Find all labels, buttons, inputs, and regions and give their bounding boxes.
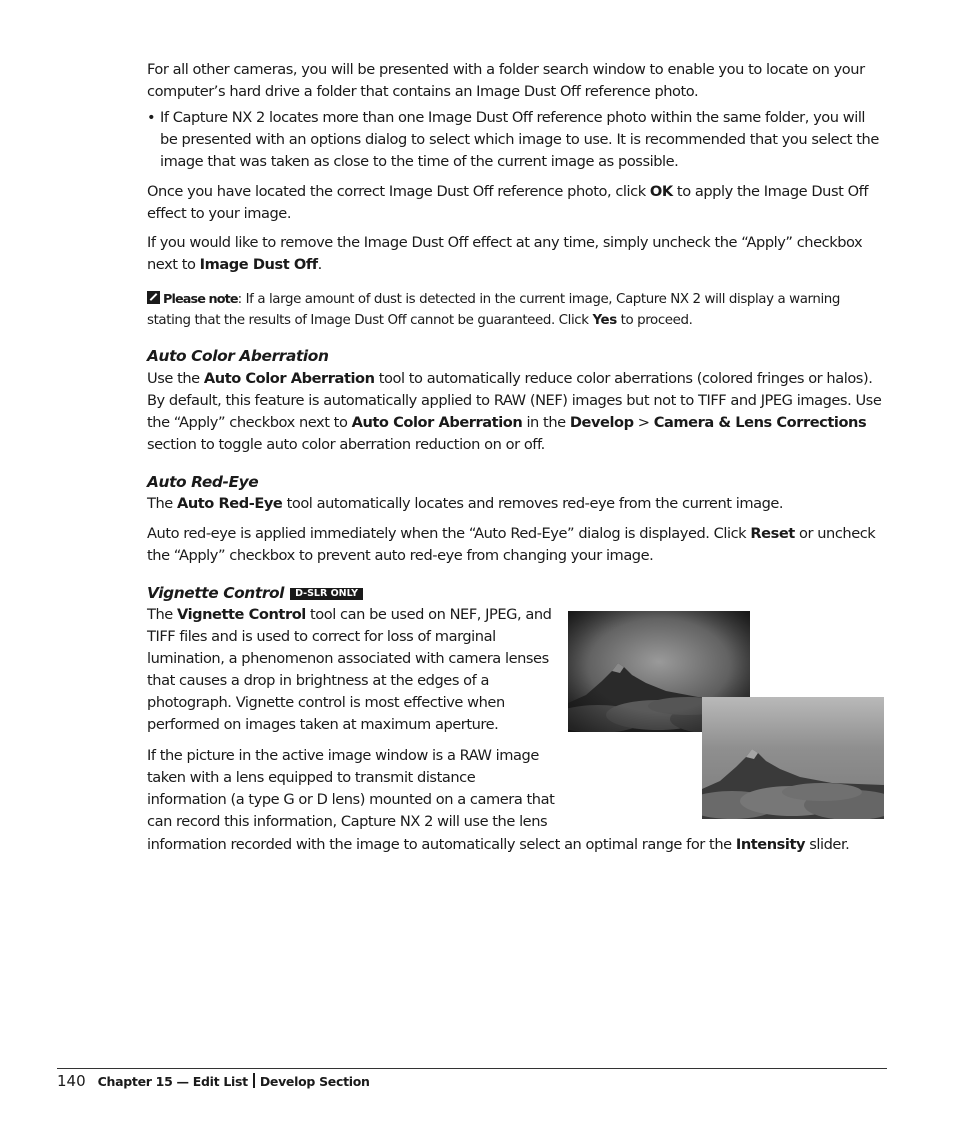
pencil-icon [147, 291, 160, 304]
heading-vignette-control [147, 583, 363, 603]
heading-auto-red-eye: Auto Red-Eye [147, 473, 259, 491]
paragraph-remove-effect [147, 232, 887, 276]
bold-term: Auto Color Aberration [203, 370, 375, 387]
mountain-scene [702, 697, 884, 819]
bold-term: Auto Red-Eye [176, 495, 283, 512]
paragraph-auto-red-eye-reset [147, 523, 887, 567]
text-run: Once you have located the correct Image Dust Off reference photo, click [147, 183, 650, 200]
text-run: If the picture in the active image window is a RAW image taken with a lens equipped to transmit distance information (a type G or D lens) mounted on a camera that can record this information, Capture NX 2 will use the lens [147, 747, 555, 830]
paragraph-text: For all other cameras, you will be presented with a folder search window to enable you to locate on your computer’s hard drive a folder that contains an Image Dust Off reference photo. [147, 61, 865, 100]
text-run: to proceed. [616, 313, 693, 328]
ok-term: OK [649, 183, 673, 200]
text-run: The [147, 606, 177, 623]
paragraph-click-ok [147, 181, 887, 225]
text-run: slider. [805, 836, 850, 853]
text-run: to apply the Image Dust Off effect to your image. [147, 183, 869, 222]
text-run: tool to automatically reduce color aberrations (colored fringes or halos). By default, this feature is automatically applied to RAW (NEF) images but not to TIFF and JPEG images. Use the “Apply” checkbox next to [147, 370, 882, 431]
bold-term: Develop [569, 414, 634, 431]
paragraph-vignette-intensity [147, 834, 887, 856]
dslr-only-badge: D-SLR ONLY [290, 588, 363, 600]
section-label: Develop Section [259, 1074, 370, 1089]
heading-text: Vignette Control [147, 584, 285, 602]
image-dust-off-term: Image Dust Off [199, 256, 318, 273]
page-number: 140 [57, 1072, 86, 1090]
reset-term: Reset [750, 525, 795, 542]
yes-term: Yes [592, 313, 617, 328]
page-footer [57, 1071, 370, 1092]
text-run: in the [522, 414, 570, 431]
bold-term: Vignette Control [176, 606, 306, 623]
chapter-label: Chapter 15 — Edit List [97, 1074, 248, 1089]
text-run: If you would like to remove the Image Dust Off effect at any time, simply uncheck the “Apply” checkbox next to [147, 234, 863, 273]
bullet-item-multiple-photos [147, 107, 885, 173]
paragraph-folder-search [147, 59, 887, 103]
bold-term: Auto Color Aberration [351, 414, 523, 431]
footer-separator [253, 1073, 255, 1088]
paragraph-vignette-raw [147, 745, 557, 833]
text-run: tool can be used on NEF, JPEG, and TIFF files and is used to correct for loss of marginal lumination, a phenomenon associated with camera lenses that causes a drop in brightness at the edges of a photograph. Vignette control is most effective when performed on images taken at maximum aperture. [147, 606, 552, 733]
intensity-term: Intensity [735, 836, 806, 853]
bold-term: Camera & Lens Corrections [653, 414, 867, 431]
text-run: : If a large amount of dust is detected in the current image, Capture NX 2 will display a warning stating that the results of Image Dust Off cannot be guaranteed. Click [147, 292, 840, 328]
paragraph-auto-red-eye-tool [147, 493, 887, 515]
paragraph-vignette-control [147, 604, 557, 736]
text-run: > [633, 414, 654, 431]
footer-rule [57, 1068, 887, 1069]
bullet-text: If Capture NX 2 locates more than one Image Dust Off reference photo within the same folder, you will be presented with an options dialog to select which image to use. It is recommended that you select the image that was taken as close to the time of the current image as possible. [160, 109, 879, 170]
please-note [147, 289, 887, 331]
text-run: Use the [147, 370, 204, 387]
text-run: or uncheck the “Apply” checkbox to prevent auto red-eye from changing your image. [147, 525, 876, 564]
bullet-dot: • [147, 109, 156, 126]
text-run: Auto red-eye is applied immediately when the “Auto Red-Eye” dialog is displayed. Click [147, 525, 751, 542]
heading-auto-color-aberration: Auto Color Aberration [147, 347, 329, 365]
text-run: tool automatically locates and removes red-eye from the current image. [282, 495, 784, 512]
text-run: . [317, 256, 322, 273]
note-label: Please note [163, 292, 238, 307]
text-run: The [147, 495, 177, 512]
paragraph-auto-color-aberration [147, 368, 887, 456]
text-run: information recorded with the image to automatically select an optimal range for the [147, 836, 736, 853]
vignette-after-photo [702, 697, 884, 819]
text-run: section to toggle auto color aberration reduction on or off. [147, 436, 545, 453]
